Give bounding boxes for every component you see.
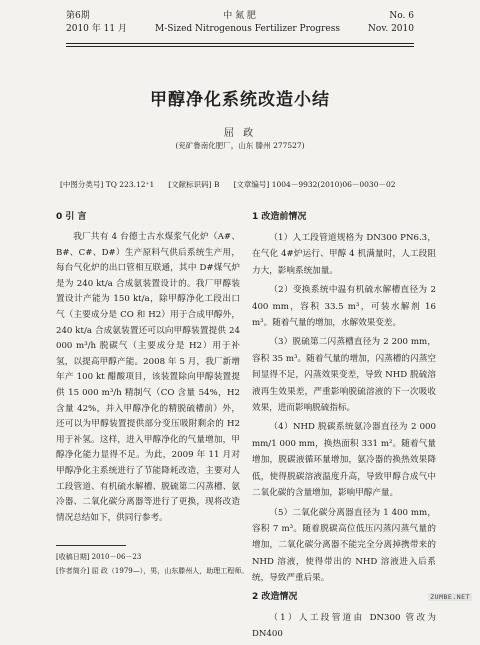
article-title: 甲醇净化系统改造小结 <box>150 90 330 110</box>
list-item: （1）人工段管道规格为 DN300 PN6.3，在气化 4#炉运行、甲醇 4 机满量时，人工段阻力大，影响系统加量。 <box>252 233 436 276</box>
section-heading-retrofit: 2 改造情况 <box>252 591 298 602</box>
watermark-logo: ZUMBE.NET <box>430 593 470 601</box>
header-rule-thick <box>66 43 414 44</box>
article-number: [文章编号] 1004－9932(2010)06－0030－02 <box>233 180 396 189</box>
intro-paragraph: 我厂共有 4 台德士古水煤浆气化炉（A#、B#、C#、D#）生产原料气供后系统生产用，每台气化炉的出口管相互联通，其中 D#煤气炉是为 240 kt/a 合成氨装置设计的。我厂甲醇装置设计产能为 150 kt/a，除甲醇净化工段出口气（主要成分是 CO 和 H2）用于合成甲醇外，240 kt/a 合成氨装置还可以向甲醇装置提供 24 000 m³/h 脱碳气（主要成分是 H2）用于补氢，以提高甲醇产能。2008 年 5 月，我厂新增年产 100 kt 醋酸项目，该装置除向甲醇装置提供 15 000 m³/h 精制气（CO 含量 54%，H2 含量 42%，并入甲醇净化的精脱硫槽前）外，还可以为甲醇装置提供部分变压吸附剩余的 H2 用于补氢。这样，进入甲醇净化的气量增加，甲醇净化能力显得不足。为此，2009 年 11 月对甲醇净化主系统进行了节能降耗改造，主要对人工段管道、有机硫水解槽、脱硫第二闪蒸槽、氨冷器、二氧化碳分离器等进行了更换，现将改造情况总结如下，供同行参考。 <box>56 232 240 523</box>
author-affiliation: (兖矿鲁南化肥厂，山东 滕州 277527) <box>175 141 305 150</box>
list-item: （5）二氧化碳分离器直径为 1 400 mm，容积 7 m³。随着脱碳高位低压闪蒸闪蒸气量的增加，二氧化碳分离器不能完全分离掉携带来的 NHD 溶液，使得带出的 NHD 溶液进入后系统，导致严重后果。 <box>252 507 436 584</box>
section-heading-before: 1 改造前情况 <box>252 212 307 222</box>
list-item: （3）脱硫第二闪蒸槽直径为 2 200 mm，容积 35 m³。随着气量的增加，闪蒸槽的闪蒸空间显得不足，闪蒸效果变差，导致 NHD 脱硫溶液再生效果差，严重影响脱硫溶液的下一次吸收效果，进而影响脱硫指标。 <box>252 337 436 414</box>
footnote-received: [收稿日期] 2010－06－23 <box>56 553 142 561</box>
date-cn: 2010 年 11 月 <box>66 24 127 34</box>
list-item: （2）变换系统中温有机硫水解槽直径为 2 400 mm，容积 33.5 m³，可装水解剂 16 m³。随着气量的增加，水解效果变差。 <box>252 285 436 329</box>
section-heading-intro: 0 引 言 <box>56 212 87 222</box>
footnote-rule <box>56 545 126 546</box>
clc-number: [中图分类号] TQ 223.12⁺1 <box>60 180 155 189</box>
date-en: Nov. 2010 <box>368 24 414 34</box>
list-item: （4）NHD 脱碳系统氨冷器直径为 2 000 mm/1 000 mm，换热面积 331 m²。随着气量增加，脱碳液循环量增加，氨冷器的换热效果降低，使得脱碳溶液温度升高，导致甲醇合成气中二氧化碳的含量增加，影响甲醇产量。 <box>252 422 436 499</box>
footnote-author-info: [作者简介] 屈 政（1979—），男，山东滕州人，助理工程师。 <box>56 567 249 575</box>
list-item: （1）人工段管道由 DN300 管改为 DN400 <box>252 612 436 639</box>
journal-name-cn: 中 氮 肥 <box>223 11 256 21</box>
running-header <box>66 10 414 42</box>
header-rule-thin <box>66 46 414 47</box>
issue-cn: 第6期 <box>66 11 90 21</box>
right-column <box>252 210 436 645</box>
article-author: 屈 政 <box>223 128 257 139</box>
classification-line <box>60 179 420 190</box>
left-column <box>56 210 240 529</box>
issue-en: No. 6 <box>389 11 414 21</box>
journal-name-en: M-Sized Nitrogenous Fertilizer Progress <box>155 24 340 34</box>
document-code: [文献标识码] B <box>168 180 220 189</box>
